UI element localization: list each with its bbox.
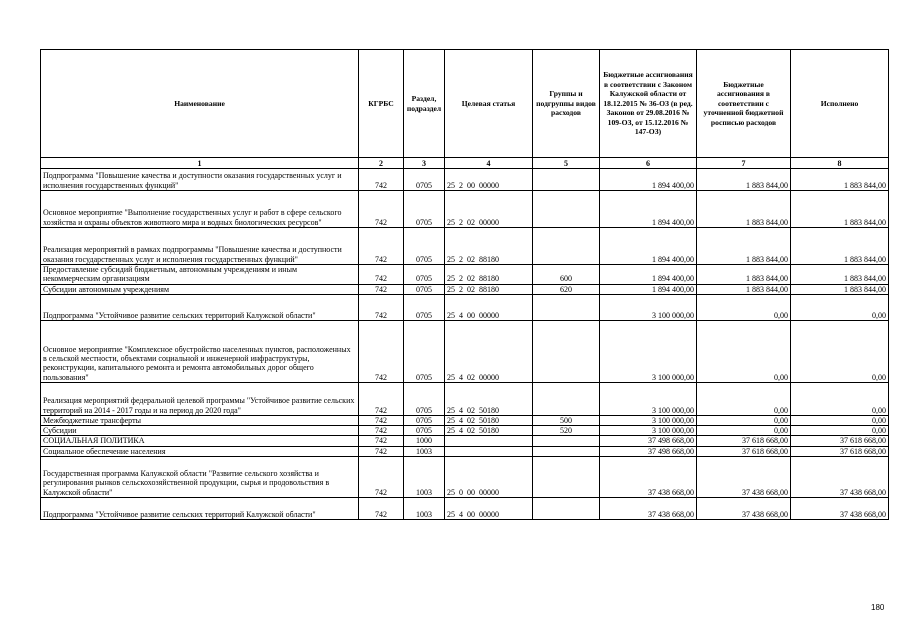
cell-law: 3 100 000,00: [600, 415, 697, 425]
cell-kgrbs: 742: [359, 382, 404, 415]
cell-razdel: 1003: [404, 457, 445, 498]
cell-law: 37 498 668,00: [600, 446, 697, 456]
cell-razdel: 1000: [404, 436, 445, 446]
cell-target: [445, 446, 533, 456]
cell-group: [533, 436, 600, 446]
table-row: [41, 446, 889, 456]
cell-executed: 1 883 844,00: [791, 265, 889, 285]
table-row: [41, 426, 889, 436]
cell-group: [533, 446, 600, 456]
cell-name: Основное мероприятие "Комплексное обустройство населенных пунктов, расположенных в сельской местности, объектами социальной и инженерной инфраструктуры, реконструкции, капитального ремонта и ремонта автомобильных дорог общего пользования": [41, 320, 359, 382]
cell-law: 37 438 668,00: [600, 457, 697, 498]
cell-refined: 0,00: [697, 382, 791, 415]
column-number: 4: [445, 158, 533, 169]
cell-name: Социальное обеспечение населения: [41, 446, 359, 456]
cell-kgrbs: 742: [359, 457, 404, 498]
cell-target: 25 0 00 00000: [445, 457, 533, 498]
cell-razdel: 0705: [404, 284, 445, 294]
cell-name: Основное мероприятие "Выполнение государственных услуг и работ в сфере сельского хозяйства и охраны объектов животного мира и водных биологических ресурсов": [41, 191, 359, 228]
table-row: [41, 284, 889, 294]
cell-target: 25 4 02 50180: [445, 415, 533, 425]
cell-executed: 37 618 668,00: [791, 446, 889, 456]
table-row: [41, 265, 889, 285]
cell-executed: 1 883 844,00: [791, 191, 889, 228]
cell-razdel: 0705: [404, 265, 445, 285]
column-number: 2: [359, 158, 404, 169]
cell-kgrbs: 742: [359, 415, 404, 425]
cell-razdel: 0705: [404, 382, 445, 415]
header-executed: Исполнено: [791, 50, 889, 158]
table-header: [41, 50, 889, 169]
cell-name: Субсидии автономным учреждениям: [41, 284, 359, 294]
cell-target: 25 4 02 50180: [445, 426, 533, 436]
cell-law: 3 100 000,00: [600, 320, 697, 382]
cell-kgrbs: 742: [359, 320, 404, 382]
header-razdel: Раздел, подраздел: [404, 50, 445, 158]
cell-group: 600: [533, 265, 600, 285]
table-row: [41, 320, 889, 382]
cell-name: Подпрограмма "Устойчивое развитие сельских территорий Калужской области": [41, 498, 359, 520]
cell-razdel: 1003: [404, 446, 445, 456]
cell-kgrbs: 742: [359, 446, 404, 456]
cell-group: 520: [533, 426, 600, 436]
cell-target: 25 4 00 00000: [445, 294, 533, 320]
cell-target: 25 4 02 00000: [445, 320, 533, 382]
cell-kgrbs: 742: [359, 265, 404, 285]
cell-name: Подпрограмма "Устойчивое развитие сельских территорий Калужской области": [41, 294, 359, 320]
header-kgrbs: КГРБС: [359, 50, 404, 158]
column-number: 5: [533, 158, 600, 169]
cell-kgrbs: 742: [359, 294, 404, 320]
cell-kgrbs: 742: [359, 436, 404, 446]
table-row: [41, 457, 889, 498]
table-row: [41, 382, 889, 415]
cell-refined: 1 883 844,00: [697, 265, 791, 285]
cell-refined: 37 438 668,00: [697, 498, 791, 520]
cell-target: 25 2 02 88180: [445, 265, 533, 285]
cell-law: 1 894 400,00: [600, 191, 697, 228]
cell-name: Межбюджетные трансферты: [41, 415, 359, 425]
cell-kgrbs: 742: [359, 228, 404, 265]
cell-razdel: 0705: [404, 415, 445, 425]
cell-kgrbs: 742: [359, 169, 404, 191]
table-row: [41, 415, 889, 425]
cell-refined: 1 883 844,00: [697, 284, 791, 294]
cell-razdel: 0705: [404, 426, 445, 436]
cell-executed: 1 883 844,00: [791, 228, 889, 265]
cell-group: [533, 191, 600, 228]
table-row: [41, 191, 889, 228]
cell-refined: 0,00: [697, 320, 791, 382]
cell-target: 25 4 02 50180: [445, 382, 533, 415]
header-target: Целевая статья: [445, 50, 533, 158]
header-law-allocations: Бюджетные ассигнования в соответствии с Законом Калужской области от 18.12.2015 № 36-ОЗ (в ред. Законов от 29.08.2016 № 109-ОЗ, от 15.12.2016 № 147-ОЗ): [600, 50, 697, 158]
cell-kgrbs: 742: [359, 426, 404, 436]
cell-law: 1 894 400,00: [600, 228, 697, 265]
cell-refined: 37 618 668,00: [697, 436, 791, 446]
table-body: [41, 169, 889, 520]
cell-law: 3 100 000,00: [600, 426, 697, 436]
cell-refined: 1 883 844,00: [697, 228, 791, 265]
cell-name: Государственная программа Калужской области "Развитие сельского хозяйства и регулирования рынков сельскохозяйственной продукции, сырья и продовольствия в Калужской области": [41, 457, 359, 498]
cell-refined: 0,00: [697, 426, 791, 436]
cell-group: 500: [533, 415, 600, 425]
cell-razdel: 1003: [404, 498, 445, 520]
cell-law: 3 100 000,00: [600, 294, 697, 320]
cell-refined: 37 618 668,00: [697, 446, 791, 456]
cell-target: 25 4 00 00000: [445, 498, 533, 520]
cell-executed: 37 438 668,00: [791, 457, 889, 498]
cell-razdel: 0705: [404, 320, 445, 382]
cell-group: [533, 320, 600, 382]
cell-kgrbs: 742: [359, 191, 404, 228]
page-number: 180: [871, 603, 885, 612]
cell-name: Предоставление субсидий бюджетным, автономным учреждениям и иным некоммерческим организациям: [41, 265, 359, 285]
table-row: [41, 228, 889, 265]
cell-refined: 1 883 844,00: [697, 191, 791, 228]
cell-target: 25 2 02 00000: [445, 191, 533, 228]
cell-law: 3 100 000,00: [600, 382, 697, 415]
cell-refined: 0,00: [697, 415, 791, 425]
cell-executed: 0,00: [791, 320, 889, 382]
cell-executed: 1 883 844,00: [791, 169, 889, 191]
cell-executed: 37 618 668,00: [791, 436, 889, 446]
cell-law: 37 498 668,00: [600, 436, 697, 446]
cell-name: Реализация мероприятий в рамках подпрограммы "Повышение качества и доступности оказания государственных услуг и исполнения государственных функций": [41, 228, 359, 265]
cell-name: Подпрограмма "Повышение качества и доступности оказания государственных услуг и исполнения государственных функций": [41, 169, 359, 191]
column-number: 3: [404, 158, 445, 169]
cell-refined: 37 438 668,00: [697, 457, 791, 498]
cell-executed: 0,00: [791, 294, 889, 320]
cell-law: 1 894 400,00: [600, 169, 697, 191]
cell-razdel: 0705: [404, 191, 445, 228]
cell-target: 25 2 02 88180: [445, 284, 533, 294]
cell-group: [533, 228, 600, 265]
header-name: Наименование: [41, 50, 359, 158]
cell-executed: 1 883 844,00: [791, 284, 889, 294]
header-groups: Группы и подгруппы видов расходов: [533, 50, 600, 158]
table-row: [41, 294, 889, 320]
cell-target: [445, 436, 533, 446]
cell-razdel: 0705: [404, 228, 445, 265]
cell-executed: 0,00: [791, 426, 889, 436]
column-number: 7: [697, 158, 791, 169]
cell-razdel: 0705: [404, 169, 445, 191]
cell-group: [533, 169, 600, 191]
cell-group: [533, 382, 600, 415]
cell-group: [533, 457, 600, 498]
cell-refined: 1 883 844,00: [697, 169, 791, 191]
cell-law: 1 894 400,00: [600, 284, 697, 294]
table-row: [41, 498, 889, 520]
cell-group: [533, 498, 600, 520]
column-number: 1: [41, 158, 359, 169]
cell-executed: 37 438 668,00: [791, 498, 889, 520]
header-refined-allocations: Бюджетные ассигнования в соответствии с уточненной бюджетной росписью расходов: [697, 50, 791, 158]
column-number: 6: [600, 158, 697, 169]
cell-target: 25 2 02 88180: [445, 228, 533, 265]
cell-target: 25 2 00 00000: [445, 169, 533, 191]
cell-executed: 0,00: [791, 382, 889, 415]
column-number: 8: [791, 158, 889, 169]
cell-law: 37 438 668,00: [600, 498, 697, 520]
cell-law: 1 894 400,00: [600, 265, 697, 285]
cell-kgrbs: 742: [359, 284, 404, 294]
table-row: [41, 169, 889, 191]
cell-name: Субсидии: [41, 426, 359, 436]
cell-group: 620: [533, 284, 600, 294]
cell-executed: 0,00: [791, 415, 889, 425]
table-row: [41, 436, 889, 446]
cell-name: Реализация мероприятий федеральной целевой программы "Устойчивое развитие сельских территорий на 2014 - 2017 годы и на период до 2020 года": [41, 382, 359, 415]
budget-table: [40, 49, 889, 520]
cell-name: СОЦИАЛЬНАЯ ПОЛИТИКА: [41, 436, 359, 446]
cell-refined: 0,00: [697, 294, 791, 320]
cell-kgrbs: 742: [359, 498, 404, 520]
cell-razdel: 0705: [404, 294, 445, 320]
cell-group: [533, 294, 600, 320]
